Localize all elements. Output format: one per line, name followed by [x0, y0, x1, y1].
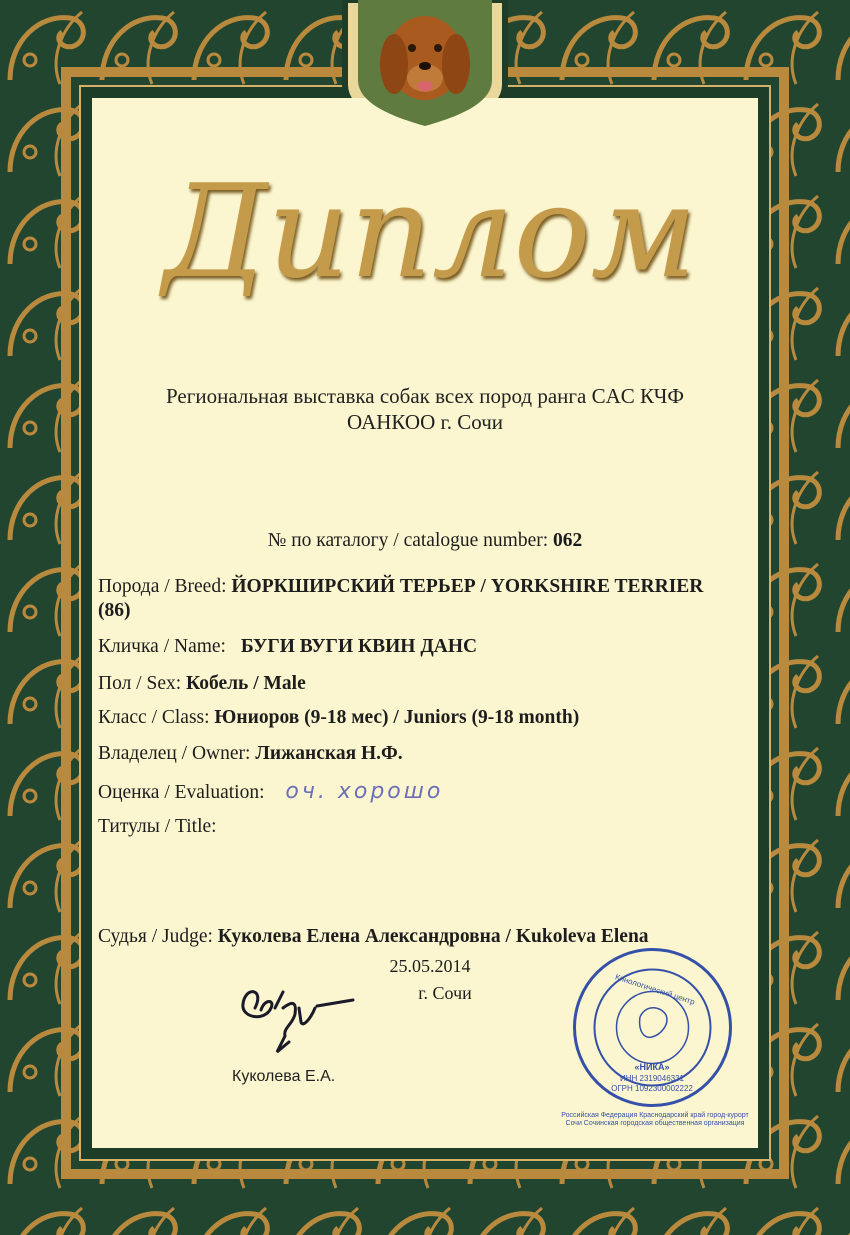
diploma-title: Диплом — [163, 158, 697, 307]
sex-line — [98, 673, 306, 695]
judge-city: г. Сочи — [418, 983, 472, 1003]
catalogue-label: № по каталогу / catalogue number: — [267, 530, 549, 551]
dog-portrait-image — [358, 0, 492, 128]
name-label: Кличка / Name: — [98, 636, 226, 657]
breed-label: Порода / Breed: — [98, 576, 227, 597]
breed-line — [98, 576, 703, 598]
stamp-inner-text: Кинологический центр — [614, 972, 696, 1007]
show-name-line1: Региональная выставка собак всех пород ранга CAC КЧФ — [166, 384, 684, 408]
owner-label: Владелец / Owner: — [98, 743, 251, 764]
show-name-line2: ОАНКОО г. Сочи — [346, 410, 504, 434]
breed-code-line — [98, 600, 131, 622]
evaluation-handwritten-value: оч. хорошо — [285, 779, 444, 804]
stamp-ogrn: ОГРН 1092300002222 — [611, 1084, 693, 1093]
judge-value: Куколева Елена Александровна / Kukoleva Elena — [217, 926, 649, 947]
evaluation-line — [98, 779, 443, 804]
signature-name: Куколева Е.А. — [232, 1068, 336, 1085]
judge-date: 25.05.2014 — [389, 956, 471, 976]
sex-value: Кобель / Male — [186, 673, 306, 694]
evaluation-label: Оценка / Evaluation: — [98, 782, 265, 803]
catalogue-line — [92, 530, 758, 552]
name-value: БУГИ ВУГИ КВИН ДАНС — [240, 636, 478, 657]
class-value: Юниоров (9-18 мес) / Juniors (9-18 month) — [214, 707, 580, 728]
title-line — [98, 816, 217, 838]
judge-line — [98, 926, 649, 948]
stamp-inn: ИНН 2319046331 — [619, 1074, 685, 1083]
breed-value: ЙОРКШИРСКИЙ ТЕРЬЕР / YORKSHIRE TERRIER — [231, 576, 704, 597]
judge-label: Судья / Judge: — [98, 926, 213, 947]
stamp-center-text: «НИКА» — [634, 1062, 670, 1072]
name-line — [98, 636, 477, 658]
owner-line — [98, 743, 403, 765]
sex-label: Пол / Sex: — [98, 673, 182, 694]
stamp-outer-text: Российская Федерация Краснодарский край город-курорт Сочи Сочинская городская общественная организация — [561, 1112, 749, 1127]
class-label: Класс / Class: — [98, 707, 210, 728]
class-line — [98, 707, 579, 729]
breed-code: (86) — [98, 600, 131, 621]
catalogue-value: 062 — [553, 530, 583, 551]
judge-signature — [225, 978, 365, 1058]
owner-value: Лижанская Н.Ф. — [255, 743, 403, 764]
title-label: Титулы / Title: — [98, 816, 217, 837]
